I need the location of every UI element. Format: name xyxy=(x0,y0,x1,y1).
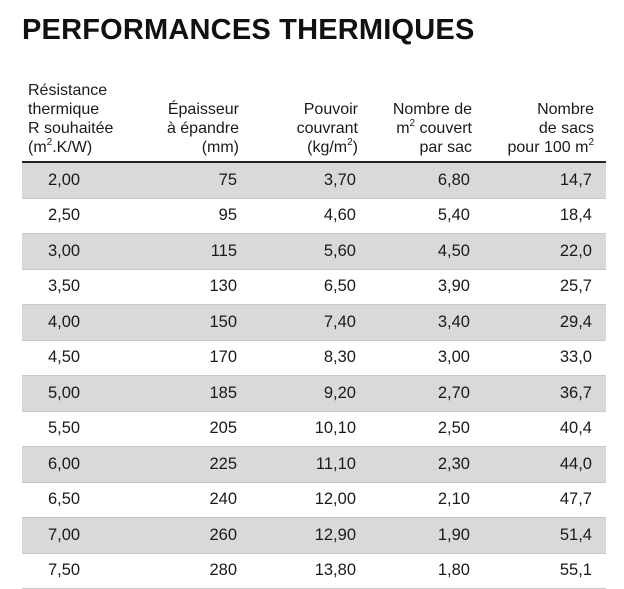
cell-coverage: 11,10 xyxy=(247,447,366,483)
cell-coverage: 8,30 xyxy=(323,348,356,367)
cell-bags: 33,0 xyxy=(559,348,592,367)
cell-resistance: 2,50 xyxy=(48,206,81,225)
cell-thickness: 170 xyxy=(209,348,237,367)
cell-resistance: 6,50 xyxy=(48,490,81,509)
table-row xyxy=(22,411,606,447)
cell-resistance: 5,00 xyxy=(22,376,134,412)
cell-coverage: 3,70 xyxy=(247,162,366,198)
cell-thickness: 130 xyxy=(209,277,237,296)
cell-area-per-bag: 2,70 xyxy=(366,376,480,412)
cell-coverage: 4,60 xyxy=(323,206,356,225)
cell-resistance: 3,00 xyxy=(22,234,134,270)
cell-area-per-bag: 3,90 xyxy=(437,277,470,296)
cell-thickness: 240 xyxy=(209,490,237,509)
header-coverage-power: Pouvoir couvrant $(kg/m^2)$ xyxy=(247,69,366,162)
table-row xyxy=(22,162,606,198)
table-header xyxy=(22,69,606,162)
table-row xyxy=(22,340,606,376)
cell-thickness: 75 xyxy=(134,162,247,198)
header-bags-per-100m2: Nombre de sacs pour 100 $m^2$ xyxy=(480,69,606,162)
cell-resistance: 6,00 xyxy=(22,447,134,483)
table-row xyxy=(22,553,606,589)
cell-bags: 47,7 xyxy=(559,490,592,509)
cell-coverage: 6,50 xyxy=(323,277,356,296)
cell-resistance: 7,00 xyxy=(22,518,134,554)
cell-area-per-bag: 3,40 xyxy=(366,305,480,341)
cell-bags: 55,1 xyxy=(559,561,592,580)
cell-thickness: 95 xyxy=(218,206,237,225)
cell-area-per-bag: 2,30 xyxy=(366,447,480,483)
cell-coverage: 12,00 xyxy=(314,490,356,509)
cell-bags: 14,7 xyxy=(480,162,606,198)
cell-area-per-bag: 6,80 xyxy=(366,162,480,198)
cell-resistance: 5,50 xyxy=(48,419,81,438)
cell-coverage: 9,20 xyxy=(247,376,366,412)
cell-area-per-bag: 2,50 xyxy=(437,419,470,438)
table-body xyxy=(22,162,606,589)
header-resistance: Résistance thermique R souhaitée $(m^2.K/W)$ xyxy=(22,69,134,162)
cell-area-per-bag: 1,90 xyxy=(366,518,480,554)
cell-bags: 36,7 xyxy=(480,376,606,412)
cell-coverage: 12,90 xyxy=(247,518,366,554)
cell-bags: 22,0 xyxy=(480,234,606,270)
cell-area-per-bag: 3,00 xyxy=(437,348,470,367)
table-row xyxy=(22,198,606,234)
cell-area-per-bag: 5,40 xyxy=(437,206,470,225)
cell-coverage: 13,80 xyxy=(314,561,356,580)
cell-bags: 18,4 xyxy=(559,206,592,225)
cell-thickness: 260 xyxy=(134,518,247,554)
cell-area-per-bag: 2,10 xyxy=(437,490,470,509)
cell-bags: 25,7 xyxy=(559,277,592,296)
cell-thickness: 205 xyxy=(209,419,237,438)
cell-thickness: 225 xyxy=(134,447,247,483)
cell-resistance: 3,50 xyxy=(48,277,81,296)
cell-thickness: 185 xyxy=(134,376,247,412)
table-row xyxy=(22,269,606,305)
cell-bags: 29,4 xyxy=(480,305,606,341)
table-row xyxy=(22,447,606,483)
cell-resistance: 2,00 xyxy=(22,162,134,198)
cell-coverage: 7,40 xyxy=(247,305,366,341)
cell-bags: 40,4 xyxy=(559,419,592,438)
cell-area-per-bag: 4,50 xyxy=(366,234,480,270)
cell-coverage: 5,60 xyxy=(247,234,366,270)
table-row xyxy=(22,305,606,341)
table-row xyxy=(22,234,606,270)
cell-bags: 51,4 xyxy=(480,518,606,554)
table-row xyxy=(22,518,606,554)
cell-thickness: 280 xyxy=(209,561,237,580)
cell-thickness: 115 xyxy=(134,234,247,270)
table-row xyxy=(22,482,606,518)
page-title: PERFORMANCES THERMIQUES xyxy=(22,14,475,46)
cell-bags: 44,0 xyxy=(480,447,606,483)
header-area-per-bag: Nombre de $m^2$ couvert par sac xyxy=(366,69,480,162)
table-row xyxy=(22,376,606,412)
header-thickness: Épaisseur à épandre (mm) xyxy=(134,69,247,162)
cell-resistance: 7,50 xyxy=(48,561,81,580)
cell-resistance: 4,50 xyxy=(48,348,81,367)
thermal-performance-table xyxy=(22,69,606,589)
cell-area-per-bag: 1,80 xyxy=(437,561,470,580)
cell-coverage: 10,10 xyxy=(314,419,356,438)
cell-resistance: 4,00 xyxy=(22,305,134,341)
cell-thickness: 150 xyxy=(134,305,247,341)
